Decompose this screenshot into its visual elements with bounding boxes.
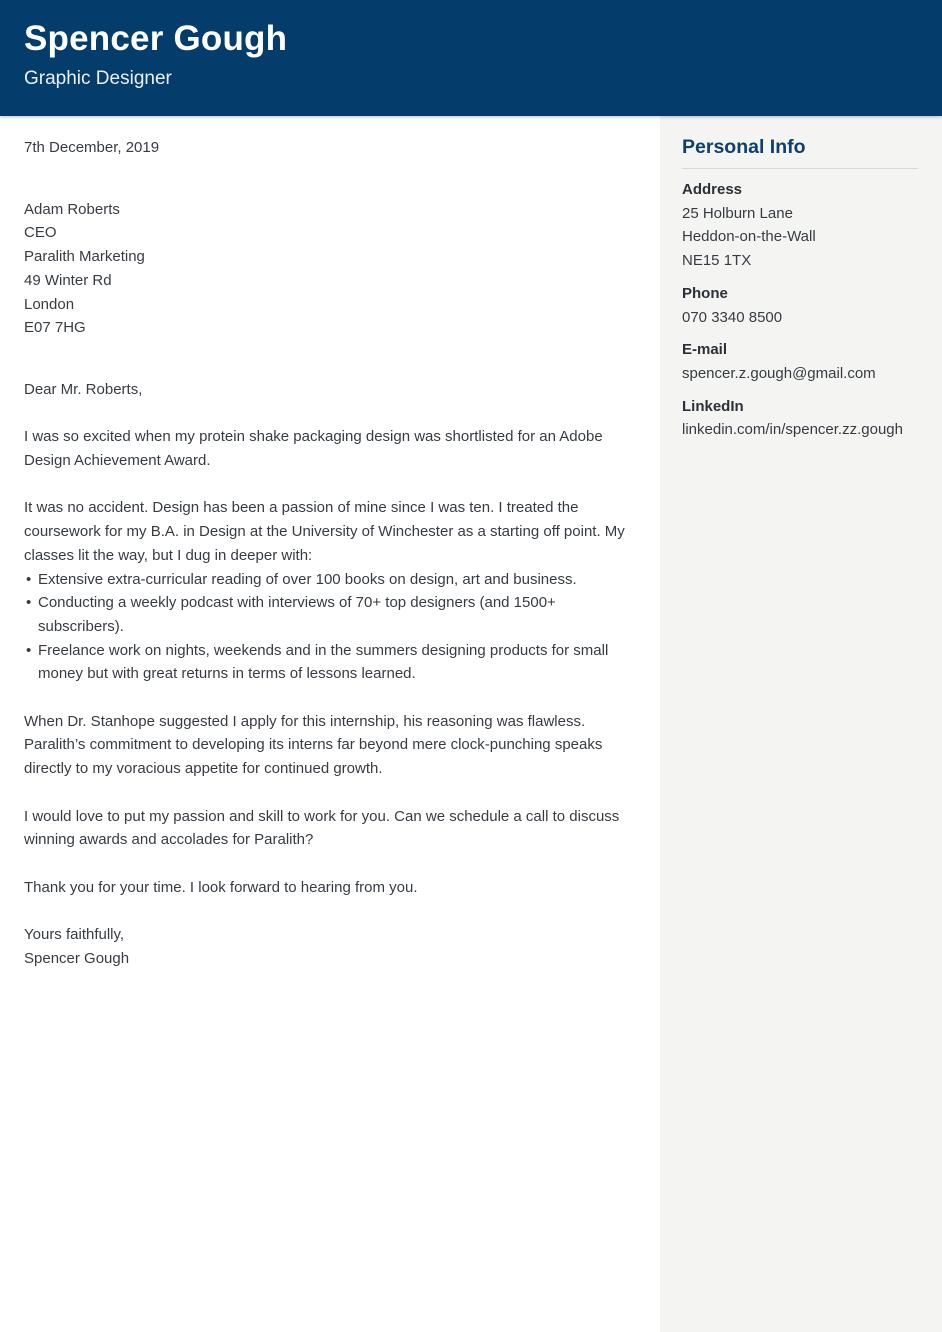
paragraph-call-to-action: I would love to put my passion and skill to work for you. Can we schedule a call to discuss winning awards and accolades for Paralith? (24, 807, 620, 849)
candidate-name: Spencer Gough (24, 19, 288, 58)
paragraph-thanks: Thank you for your time. I look forward to hearing from you. (24, 878, 418, 896)
address-label: Address (682, 181, 743, 198)
closing-block (24, 923, 630, 970)
recipient-company: Paralith Marketing (24, 248, 145, 266)
recipient-role: CEO (24, 224, 57, 242)
recipient-block (24, 198, 630, 340)
linkedin-value: linkedin.com/in/spencer.zz.gough (682, 421, 903, 439)
phone-value: 070 3340 8500 (682, 308, 783, 326)
sidebar-section-email (682, 338, 918, 385)
letter-content (0, 116, 942, 1332)
signature-name: Spencer Gough (24, 949, 130, 967)
list-item: • Extensive extra-curricular reading of over 100 books on design, art and business. (24, 568, 630, 592)
letter-body (0, 116, 660, 1332)
sidebar-section-linkedin (682, 395, 918, 442)
paragraph-background: It was no accident. Design has been a passion of mine since I was ten. I treated the coursework for my B.A. in Design at the University of Winchester as a starting off point. My classes lit the way, but I dug in deeper with: (24, 499, 625, 564)
list-item: • Freelance work on nights, weekends and in the summers designing products for small money but with great returns in terms of lessons learned. (24, 639, 630, 686)
address-line: 25 Holburn Lane (682, 204, 793, 222)
closing-phrase: Yours faithfully, (24, 926, 125, 943)
email-value: spencer.z.gough@gmail.com (682, 364, 876, 382)
personal-info-sidebar (660, 116, 942, 1332)
achievement-list (24, 568, 630, 687)
recipient-postcode: E07 7HG (24, 319, 86, 337)
paragraph-intro: I was so excited when my protein shake packaging design was shortlisted for an Adobe Design Achievement Award. (24, 428, 603, 470)
candidate-job-title: Graphic Designer (24, 68, 172, 89)
salutation: Dear Mr. Roberts, (24, 380, 143, 398)
letter-header (0, 0, 942, 116)
email-label: E-mail (682, 341, 728, 359)
letter-date: 7th December, 2019 (24, 139, 160, 156)
sidebar-section-address (682, 178, 918, 273)
recipient-name: Adam Roberts (24, 200, 120, 218)
list-item: • Conducting a weekly podcast with interviews of 70+ top designers (and 1500+ subscribers). (24, 591, 630, 638)
phone-label: Phone (682, 284, 728, 302)
recipient-city: London (24, 295, 75, 313)
address-line: Heddon-on-the-Wall (682, 228, 816, 246)
linkedin-label: LinkedIn (682, 397, 744, 415)
address-line: NE15 1TX (682, 252, 752, 270)
paragraph-motivation: When Dr. Stanhope suggested I apply for this internship, his reasoning was flawless. Paralith’s commitment to developing its interns far beyond mere clock-punching speaks directly to my voracious appetite for continued growth. (24, 712, 603, 778)
sidebar-heading: Personal Info (682, 135, 918, 169)
sidebar-section-phone (682, 282, 918, 329)
recipient-street: 49 Winter Rd (24, 271, 112, 289)
